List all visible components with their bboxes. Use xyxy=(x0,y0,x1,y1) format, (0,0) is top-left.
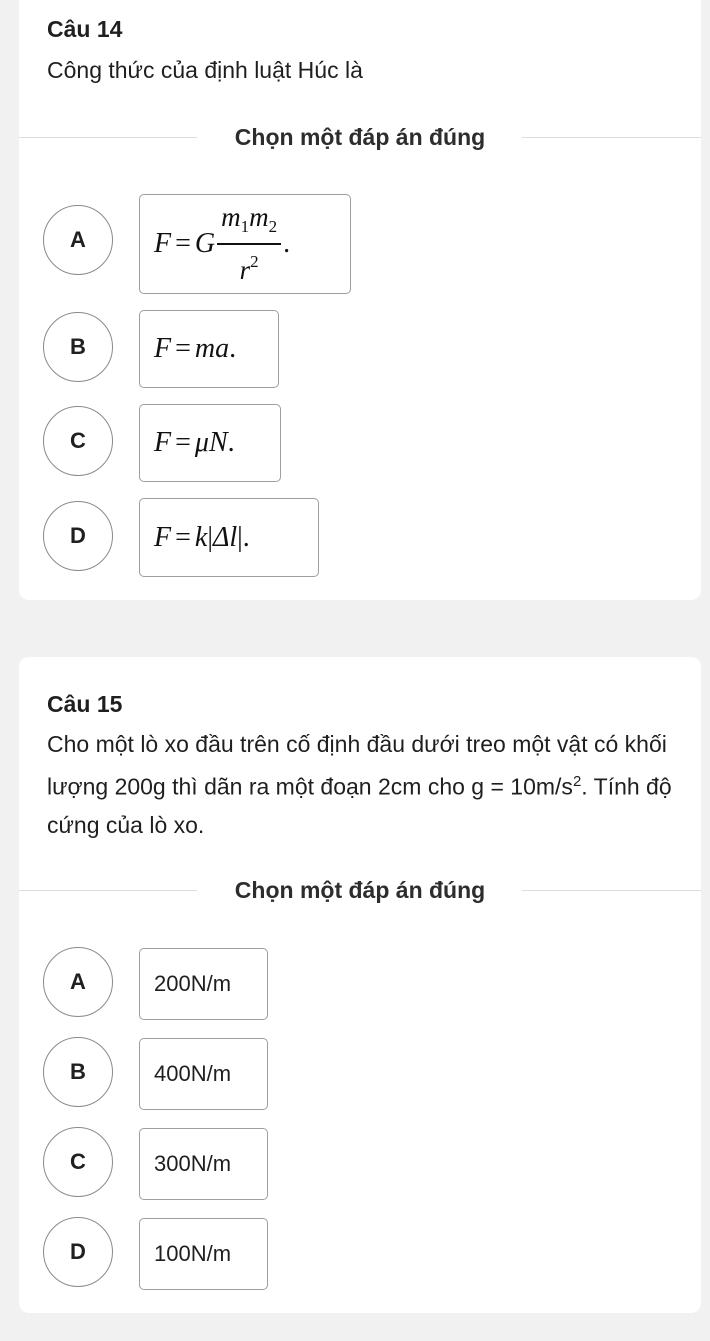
option-b-answer[interactable] xyxy=(139,1038,268,1110)
option-a-letter[interactable]: A xyxy=(43,205,113,275)
question-title: Câu 14 xyxy=(47,16,123,42)
option-b-letter[interactable]: B xyxy=(43,1037,113,1107)
option-a-value: 200N/m xyxy=(154,971,232,996)
choose-label: Chọn một đáp án đúng xyxy=(234,877,486,903)
option-a-answer[interactable] xyxy=(139,194,351,294)
option-a-answer[interactable] xyxy=(139,948,268,1020)
choose-divider xyxy=(19,122,701,152)
option-d-letter[interactable]: D xyxy=(43,1217,113,1287)
option-c-answer[interactable] xyxy=(139,404,281,482)
option-c-letter[interactable]: C xyxy=(43,1127,113,1197)
option-b-answer[interactable] xyxy=(139,310,279,388)
option-d-answer[interactable] xyxy=(139,498,319,577)
option-c-value: 300N/m xyxy=(154,1151,232,1176)
question-text: Cho một lò xo đầu trên cố định đầu dưới treo một vật có khối lượng 200g thì dãn ra một đoạn 2cm cho $g = 10m/s^2$. Tính độ cứng của lò xo. xyxy=(47,731,672,838)
question-card-14 xyxy=(19,0,701,600)
choose-divider xyxy=(19,875,701,905)
option-a-letter[interactable]: A xyxy=(43,947,113,1017)
option-b-letter[interactable]: B xyxy=(43,312,113,382)
option-d-value: 100N/m xyxy=(154,1241,232,1266)
choose-label: Chọn một đáp án đúng xyxy=(234,124,486,150)
option-b-formula: F = ma . xyxy=(154,333,237,364)
option-c-answer[interactable] xyxy=(139,1128,268,1200)
option-d-letter[interactable]: D xyxy=(43,501,113,571)
option-c-letter[interactable]: C xyxy=(43,406,113,476)
option-d-formula: F = k | Δl |. xyxy=(154,521,250,553)
question-title: Câu 15 xyxy=(47,691,123,717)
option-b-value: 400N/m xyxy=(154,1061,232,1086)
option-c-formula: F = μN . xyxy=(154,427,235,458)
question-text: Công thức của định luật Húc là xyxy=(47,57,363,83)
option-a-formula: F = G $\frac{m_1m_2}{r^2}$ . xyxy=(154,202,291,285)
option-d-answer[interactable] xyxy=(139,1218,268,1290)
question-card-15 xyxy=(19,657,701,1313)
